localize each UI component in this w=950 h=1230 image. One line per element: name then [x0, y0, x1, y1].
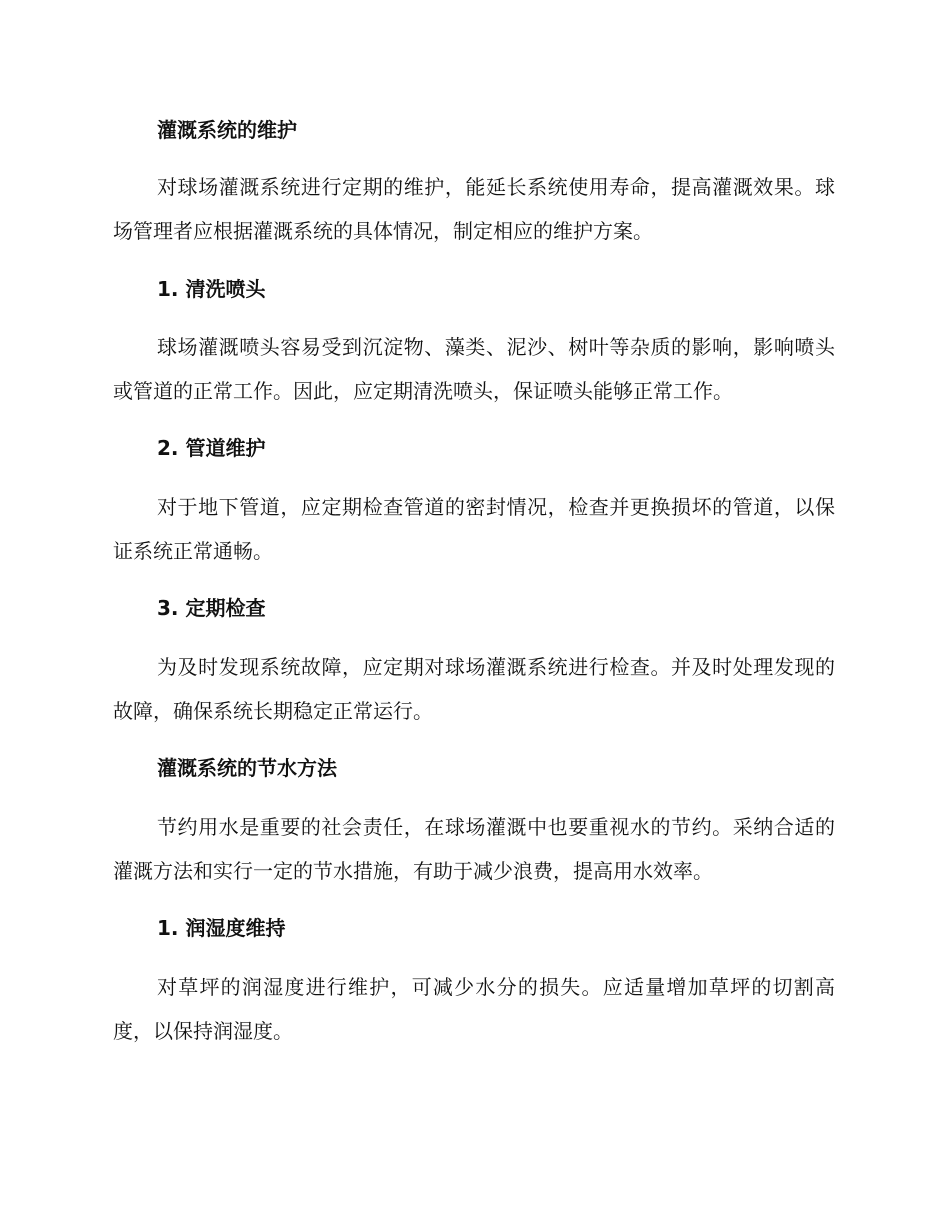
paragraph-water-saving: 节约用水是重要的社会责任，在球场灌溉中也要重视水的节约。采纳合适的灌溉方法和实行一定的节水措施，有助于减少浪费，提高用水效率。 — [113, 815, 835, 883]
paragraph-moisture-maintenance: 对草坪的润湿度进行维护，可减少水分的损失。应适量增加草坪的切割高度，以保持润湿度。 — [113, 975, 835, 1043]
section-heading-water-saving: 灌溉系统的节水方法 — [157, 756, 337, 780]
subheading-clean-sprinklers: 1. 清洗喷头 — [157, 277, 266, 301]
paragraph-clean-sprinklers: 球场灌溉喷头容易受到沉淀物、藻类、泥沙、树叶等杂质的影响，影响喷头或管道的正常工作。因此，应定期清洗喷头，保证喷头能够正常工作。 — [113, 335, 835, 403]
section-heading-irrigation-maintenance: 灌溉系统的维护 — [157, 118, 297, 142]
paragraph-regular-inspection: 为及时发现系统故障，应定期对球场灌溉系统进行检查。并及时处理发现的故障，确保系统长期稳定正常运行。 — [113, 655, 835, 723]
subheading-moisture-maintenance: 1. 润湿度维持 — [157, 916, 286, 940]
subheading-pipe-maintenance: 2. 管道维护 — [157, 436, 266, 460]
subheading-regular-inspection: 3. 定期检查 — [157, 596, 266, 620]
paragraph-irrigation-maintenance: 对球场灌溉系统进行定期的维护，能延长系统使用寿命，提高灌溉效果。球场管理者应根据灌溉系统的具体情况，制定相应的维护方案。 — [113, 175, 835, 243]
paragraph-pipe-maintenance: 对于地下管道，应定期检查管道的密封情况，检查并更换损坏的管道，以保证系统正常通畅。 — [113, 495, 835, 563]
